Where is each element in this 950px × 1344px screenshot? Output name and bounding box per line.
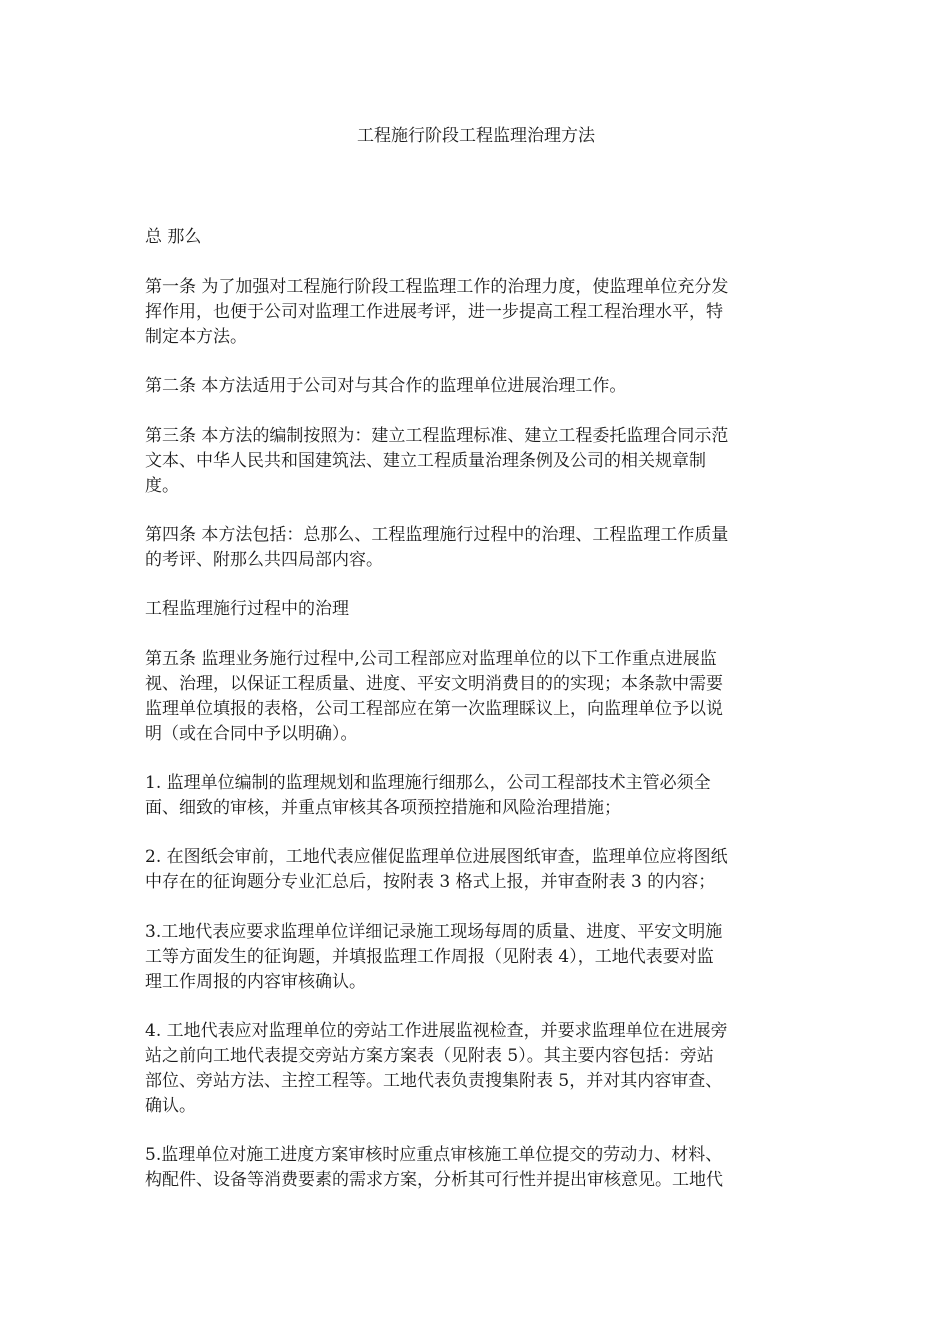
text-line: 站之前向工地代表提交旁站方案方案表（见附表 5）。其主要内容包括：旁站 — [145, 1046, 714, 1066]
text-line: 工等方面发生的征询题，并填报监理工作周报（见附表 4），工地代表要对监 — [145, 947, 714, 967]
text-line: 制定本方法。 — [145, 327, 247, 347]
text-line: 构配件、设备等消费要素的需求方案，分析其可行性并提出审核意见。工地代 — [145, 1170, 723, 1190]
item-1 — [145, 771, 807, 821]
text-line: 明（或在合同中予以明确）。 — [145, 724, 358, 744]
article-3 — [145, 424, 807, 499]
text-line: 面、细致的审核，并重点审核其各项预控措施和风险治理措施； — [145, 798, 621, 818]
article-1 — [145, 275, 807, 350]
text-line: 工程监理施行过程中的治理 — [145, 599, 349, 619]
document-title: 工程施行阶段工程监理治理方法 — [357, 126, 595, 146]
text-line: 3.工地代表应要求监理单位详细记录施工现场每周的质量、进度、平安文明施 — [145, 922, 723, 942]
article-4 — [145, 523, 807, 573]
text-line: 中存在的征询题分专业汇总后，按附表 3 格式上报，并审查附表 3 的内容； — [145, 872, 716, 892]
item-4 — [145, 1019, 807, 1119]
text-line: 第一条 为了加强对工程施行阶段工程监理工作的治理力度，使监理单位充分发 — [145, 277, 729, 297]
text-line: 视、治理，以保证工程质量、进度、平安文明消费目的的实现；本条款中需要 — [145, 674, 723, 694]
text-line: 4. 工地代表应对监理单位的旁站工作进展监视检查，并要求监理单位在进展旁 — [145, 1021, 728, 1041]
text-line: 文本、中华人民共和国建筑法、建立工程质量治理条例及公司的相关规章制 — [145, 451, 706, 471]
text-line: 5.监理单位对施工进度方案审核时应重点审核施工单位提交的劳动力、材料、 — [145, 1145, 723, 1165]
text-line: 第五条 监理业务施行过程中,公司工程部应对监理单位的以下工作重点进展监 — [145, 649, 717, 669]
section-general-heading — [145, 225, 807, 250]
text-line: 总 那么 — [145, 227, 202, 247]
text-line: 第四条 本方法包括：总那么、工程监理施行过程中的治理、工程监理工作质量 — [145, 525, 729, 545]
item-5 — [145, 1143, 807, 1193]
text-line: 挥作用，也便于公司对监理工作进展考评，进一步提高工程工程治理水平，特 — [145, 302, 723, 322]
text-line: 确认。 — [145, 1096, 196, 1116]
text-line: 2. 在图纸会审前，工地代表应催促监理单位进展图纸审查，监理单位应将图纸 — [145, 847, 728, 867]
text-line: 部位、旁站方法、主控工程等。工地代表负责搜集附表 5，并对其内容审查、 — [145, 1071, 723, 1091]
article-2 — [145, 374, 807, 399]
article-5 — [145, 647, 807, 747]
text-line: 理工作周报的内容审核确认。 — [145, 972, 366, 992]
section-heading-implementation — [145, 597, 807, 622]
item-2 — [145, 845, 807, 895]
text-line: 第二条 本方法适用于公司对与其合作的监理单位进展治理工作。 — [145, 376, 627, 396]
text-line: 1. 监理单位编制的监理规划和监理施行细那么，公司工程部技术主管必须全 — [145, 773, 711, 793]
text-line: 度。 — [145, 476, 179, 496]
text-line: 监理单位填报的表格，公司工程部应在第一次监理睬议上，向监理单位予以说 — [145, 699, 723, 719]
text-line: 的考评、附那么共四局部内容。 — [145, 550, 383, 570]
item-3 — [145, 920, 807, 995]
text-line: 第三条 本方法的编制按照为：建立工程监理标准、建立工程委托监理合同示范 — [145, 426, 729, 446]
